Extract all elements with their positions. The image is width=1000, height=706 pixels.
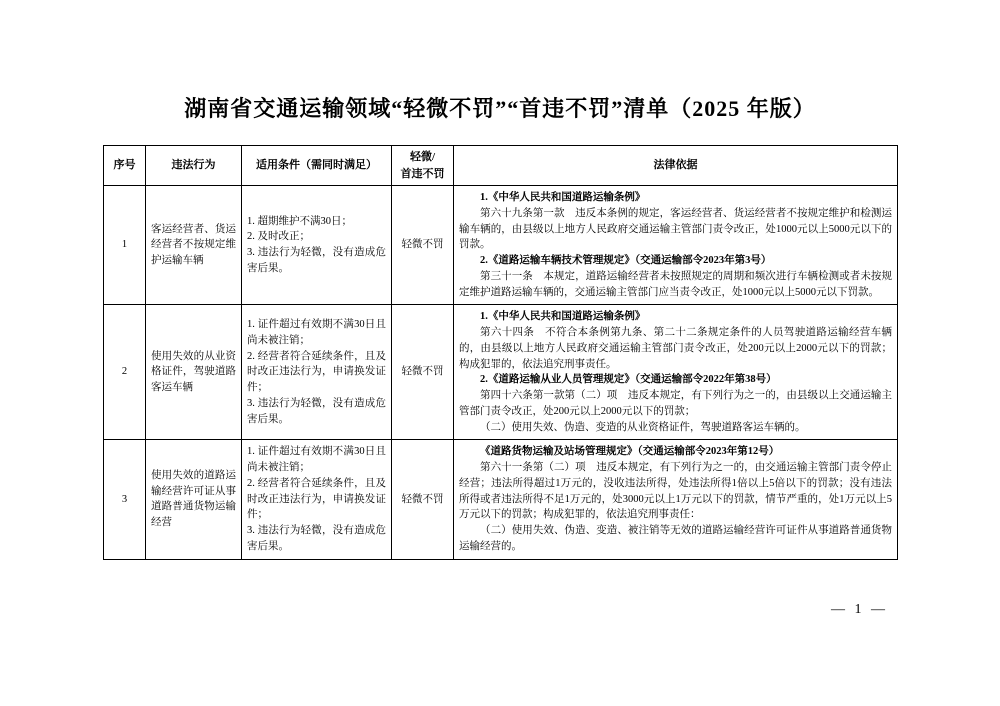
cell-conditions (242, 440, 392, 559)
legal-basis-heading: 2.《道路运输车辆技术管理规定》（交通运输部令2023年第3号） (480, 255, 772, 266)
cell-penalty-type: 轻微不罚 (392, 305, 454, 440)
legal-basis-heading: 《道路货物运输及站场管理规定》（交通运输部令2023年第12号） (480, 446, 780, 458)
table-row (104, 186, 898, 305)
table-row (104, 305, 898, 440)
legal-basis-paragraph: 第六十九条第一款 违反本条例的规定，客运经营者、货运经营者不按规定维护和检测运输车辆的，由县级以上地方人民政府交通运输主管部门责令改正，处1000元以上5000元以下的罚款。 (459, 207, 892, 251)
cell-index: 2 (104, 305, 146, 440)
legal-basis-paragraph: 第三十一条 本规定，道路运输经营者未按照规定的周期和频次进行车辆检测或者未按规定维护道路运输车辆的，交通运输主管部门应当责令改正，处1000元以上5000元以下罚款。 (459, 270, 892, 298)
cell-penalty-type: 轻微不罚 (392, 186, 454, 305)
cell-violation-act: 使用失效的道路运输经营许可证从事道路普通货物运输经营 (146, 440, 242, 559)
condition-line: 2. 经营者符合延续条件，且及时改正违法行为，申请换发证件； (247, 477, 386, 521)
legal-basis-paragraph: 第六十四条 不符合本条例第九条、第二十二条规定条件的人员驾驶道路运输经营车辆的，由县级以上地方人民政府交通运输主管部门责令改正，处200元以上2000元以下的罚款；构成犯罪的，依法追究刑事责任。 (459, 327, 892, 370)
cell-legal-basis (454, 440, 898, 559)
legal-basis-paragraph: （二）使用失效、伪造、变造、被注销等无效的道路运输经营许可证件从事道路普通货物运输经营的。 (459, 525, 892, 552)
cell-index: 3 (104, 440, 146, 559)
legal-basis-heading: 2.《道路运输从业人员管理规定》（交通运输部令2022年第38号） (480, 374, 777, 386)
cell-violation-act: 客运经营者、货运经营者不按规定维护运输车辆 (146, 186, 242, 305)
table-header (104, 146, 898, 186)
condition-line: 3. 违法行为轻微，没有造成危害后果。 (247, 247, 386, 274)
column-header-penalty (392, 146, 454, 186)
condition-line: 1. 超期维护不满30日； (247, 215, 352, 227)
cell-conditions (242, 186, 392, 305)
condition-line: 3. 违法行为轻微，没有造成危害后果。 (247, 397, 386, 425)
cell-conditions (242, 305, 392, 440)
condition-line: 2. 经营者符合延续条件，且及时改正违法行为，申请换发证件； (247, 350, 386, 394)
cell-violation-act: 使用失效的从业资格证件，驾驶道路客运车辆 (146, 305, 242, 440)
cell-legal-basis (454, 305, 898, 440)
legal-basis-paragraph: 第四十六条第一款第（二）项 违反本规定，有下列行为之一的，由县级以上交通运输主管部门责令改正，处200元以上2000元以下的罚款； (459, 390, 892, 417)
page-number: — 1 — (831, 602, 888, 617)
cell-legal-basis (454, 186, 898, 305)
legal-basis-paragraph: 第六十一条第（二）项 违反本规定，有下列行为之一的，由交通运输主管部门责令停止经营；违法所得超过1万元的，没收违法所得，处违法所得1倍以上5倍以下的罚款；没有违法所得或者违法所得不足1万元的，处3000元以上1万元以下的罚款，情节严重的，处1万元以上5万元以下的罚款；构成犯罪的，依法追究刑事责任： (459, 462, 892, 521)
legal-basis-paragraph: （二）使用失效、伪造、变造的从业资格证件，驾驶道路客运车辆的。 (480, 421, 806, 433)
condition-line: 3. 违法行为轻微，没有造成危害后果。 (247, 525, 386, 552)
regulations-table (103, 145, 898, 560)
column-header-penalty-line2: 首违不罚 (400, 167, 445, 180)
page-title: 湖南省交通运输领域“轻微不罚”“首违不罚”清单（2025 年版） (184, 96, 816, 121)
column-header-index: 序号 (104, 146, 146, 186)
cell-index: 1 (104, 186, 146, 305)
column-header-conditions: 适用条件（需同时满足） (242, 146, 392, 186)
column-header-law: 法律依据 (454, 146, 898, 186)
table-header-row (104, 146, 898, 186)
condition-line: 1. 证件超过有效期不满30日且尚未被注销； (247, 319, 386, 346)
table-row (104, 440, 898, 559)
column-header-penalty-line1: 轻微/ (409, 151, 436, 163)
table-body (104, 186, 898, 560)
legal-basis-heading: 1.《中华人民共和国道路运输条例》 (480, 311, 646, 323)
cell-penalty-type: 轻微不罚 (392, 440, 454, 559)
condition-line: 1. 证件超过有效期不满30日且尚未被注销； (247, 446, 386, 473)
condition-line: 2. 及时改正； (247, 231, 310, 243)
legal-basis-heading: 1.《中华人民共和国道路运输条例》 (480, 192, 646, 203)
column-header-act: 违法行为 (146, 146, 242, 186)
